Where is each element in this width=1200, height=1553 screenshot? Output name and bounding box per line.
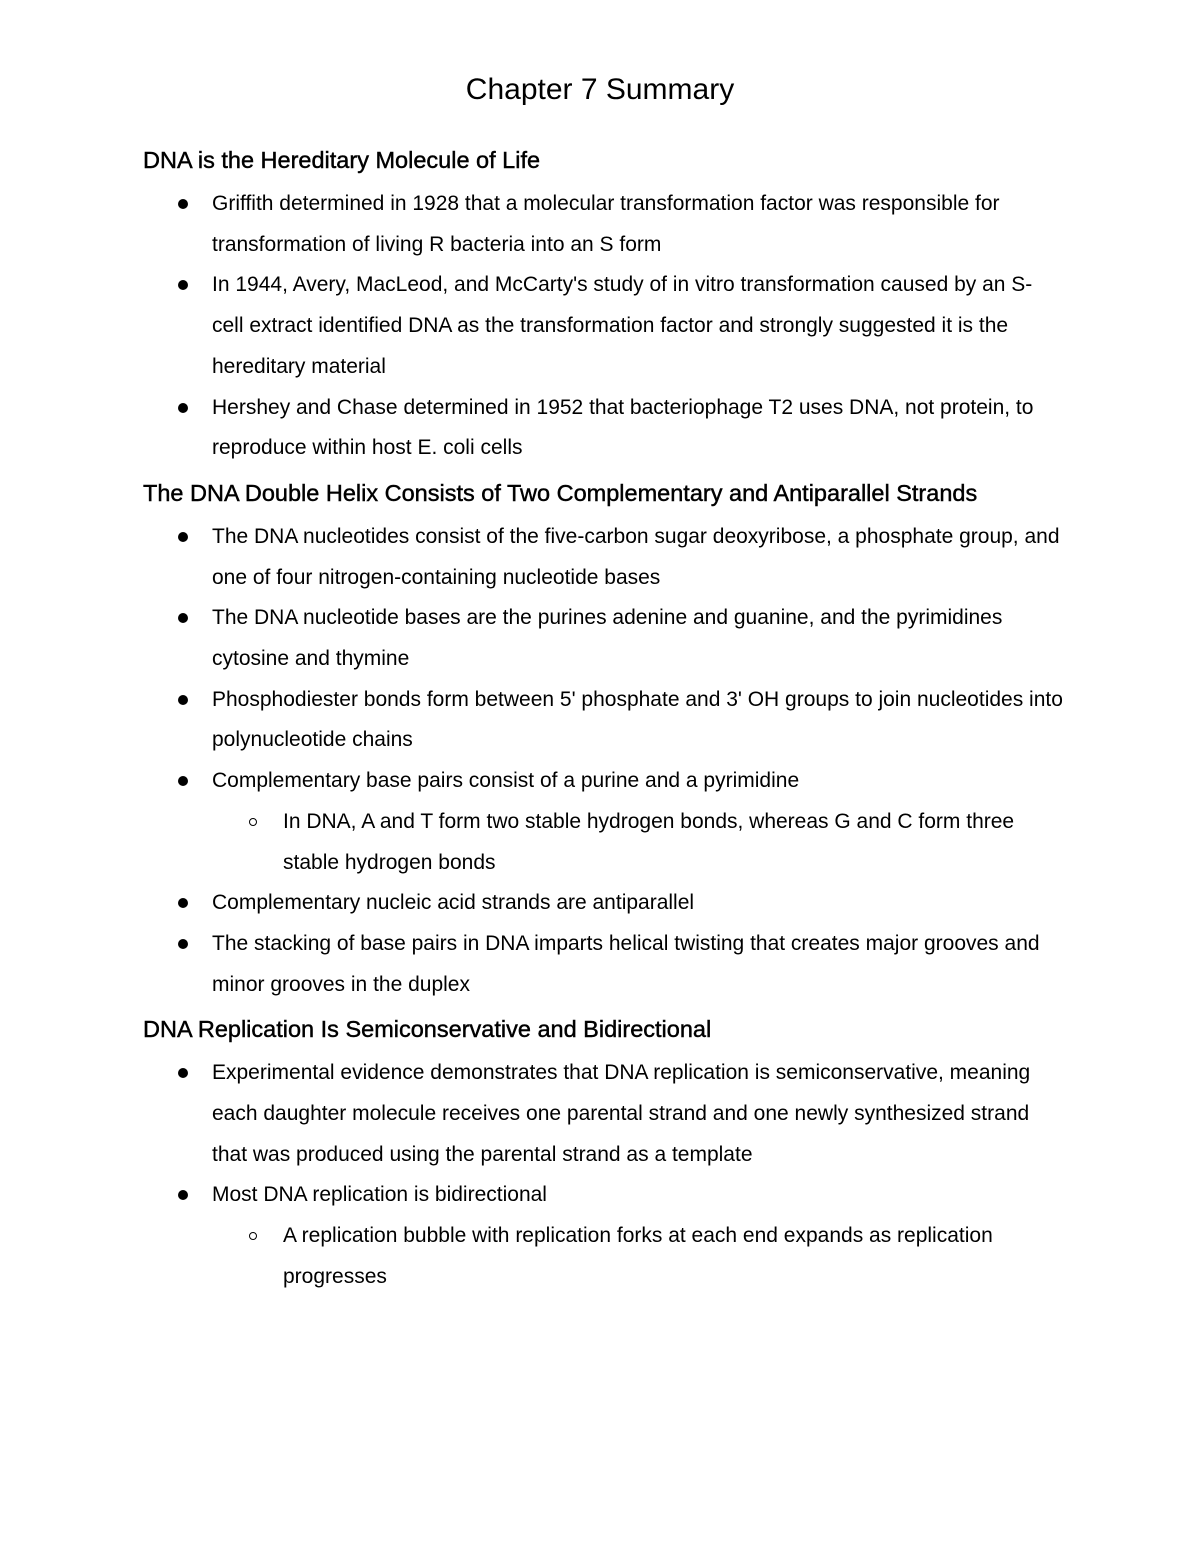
- list-item-text: The DNA nucleotides consist of the five-carbon sugar deoxyribose, a phosphate group, and one of four nitrogen-containing nucleotide bases: [212, 524, 1060, 589]
- list-item-text: The DNA nucleotide bases are the purines adenine and guanine, and the pyrimidines cytosine and thymine: [212, 606, 1003, 671]
- filled-bullet-icon: [178, 776, 188, 786]
- filled-bullet-icon: [178, 695, 188, 705]
- filled-bullet-icon: [178, 199, 188, 209]
- filled-bullet-icon: [178, 898, 188, 908]
- section-heading: DNA is the Hereditary Molecule of Life: [143, 147, 541, 173]
- document-content: [143, 136, 1063, 1298]
- filled-bullet-icon: [178, 532, 188, 542]
- sub-list-item: [143, 802, 1063, 883]
- bullet-list: [143, 1053, 1063, 1297]
- section-double-helix: [143, 469, 1063, 1005]
- list-item: [143, 1053, 1063, 1175]
- bullet-list: [143, 517, 1063, 1005]
- list-item: [143, 388, 1063, 469]
- hollow-bullet-icon: [249, 818, 257, 826]
- bullet-list: [143, 184, 1063, 469]
- section-dna-replication: [143, 1005, 1063, 1297]
- list-item: [143, 184, 1063, 265]
- list-item-text: Hershey and Chase determined in 1952 that bacteriophage T2 uses DNA, not protein, to reproduce within host E. coli cells: [212, 395, 1034, 460]
- filled-bullet-icon: [178, 280, 188, 290]
- list-item: [143, 265, 1063, 387]
- list-item-text: In 1944, Avery, MacLeod, and McCarty's study of in vitro transformation caused by an S-cell extract identified DNA as the transformation factor and strongly suggested it is the hereditary material: [212, 273, 1033, 378]
- list-item-text: Complementary base pairs consist of a purine and a pyrimidine: [212, 769, 800, 793]
- list-item: [143, 1175, 1063, 1216]
- page-title: Chapter 7 Summary: [465, 73, 735, 106]
- list-item-text: Griffith determined in 1928 that a molecular transformation factor was responsible for transformation of living R bacteria into an S form: [212, 192, 1000, 256]
- list-item: [143, 517, 1063, 598]
- sub-list-item: [143, 1216, 1063, 1297]
- list-item: [143, 924, 1063, 1005]
- filled-bullet-icon: [178, 613, 188, 623]
- list-item-text: Phosphodiester bonds form between 5' phosphate and 3' OH groups to join nucleotides into polynucleotide chains: [212, 687, 1063, 752]
- list-item: [143, 680, 1063, 761]
- list-item: [143, 598, 1063, 679]
- list-item-text: Experimental evidence demonstrates that DNA replication is semiconservative, meaning each daughter molecule receives one parental strand and one newly synthesized strand that was produced using the parental strand as a template: [212, 1061, 1031, 1166]
- list-item-text: Most DNA replication is bidirectional: [212, 1183, 547, 1207]
- filled-bullet-icon: [178, 939, 188, 949]
- section-heading: The DNA Double Helix Consists of Two Complementary and Antiparallel Strands: [143, 479, 978, 506]
- section-hereditary-molecule: [143, 136, 1063, 469]
- list-item-text: In DNA, A and T form two stable hydrogen bonds, whereas G and C form three stable hydrogen bonds: [283, 809, 1015, 874]
- filled-bullet-icon: [178, 403, 188, 413]
- section-heading: DNA Replication Is Semiconservative and Bidirectional: [143, 1016, 712, 1043]
- list-item: [143, 883, 1063, 924]
- filled-bullet-icon: [178, 1068, 188, 1078]
- list-item: [143, 761, 1063, 802]
- list-item-text: The stacking of base pairs in DNA imparts helical twisting that creates major grooves and minor grooves in the duplex: [212, 931, 1040, 996]
- filled-bullet-icon: [178, 1190, 188, 1200]
- list-item-text: A replication bubble with replication forks at each end expands as replication progresses: [283, 1224, 993, 1288]
- hollow-bullet-icon: [249, 1232, 257, 1240]
- list-item-text: Complementary nucleic acid strands are antiparallel: [212, 891, 695, 915]
